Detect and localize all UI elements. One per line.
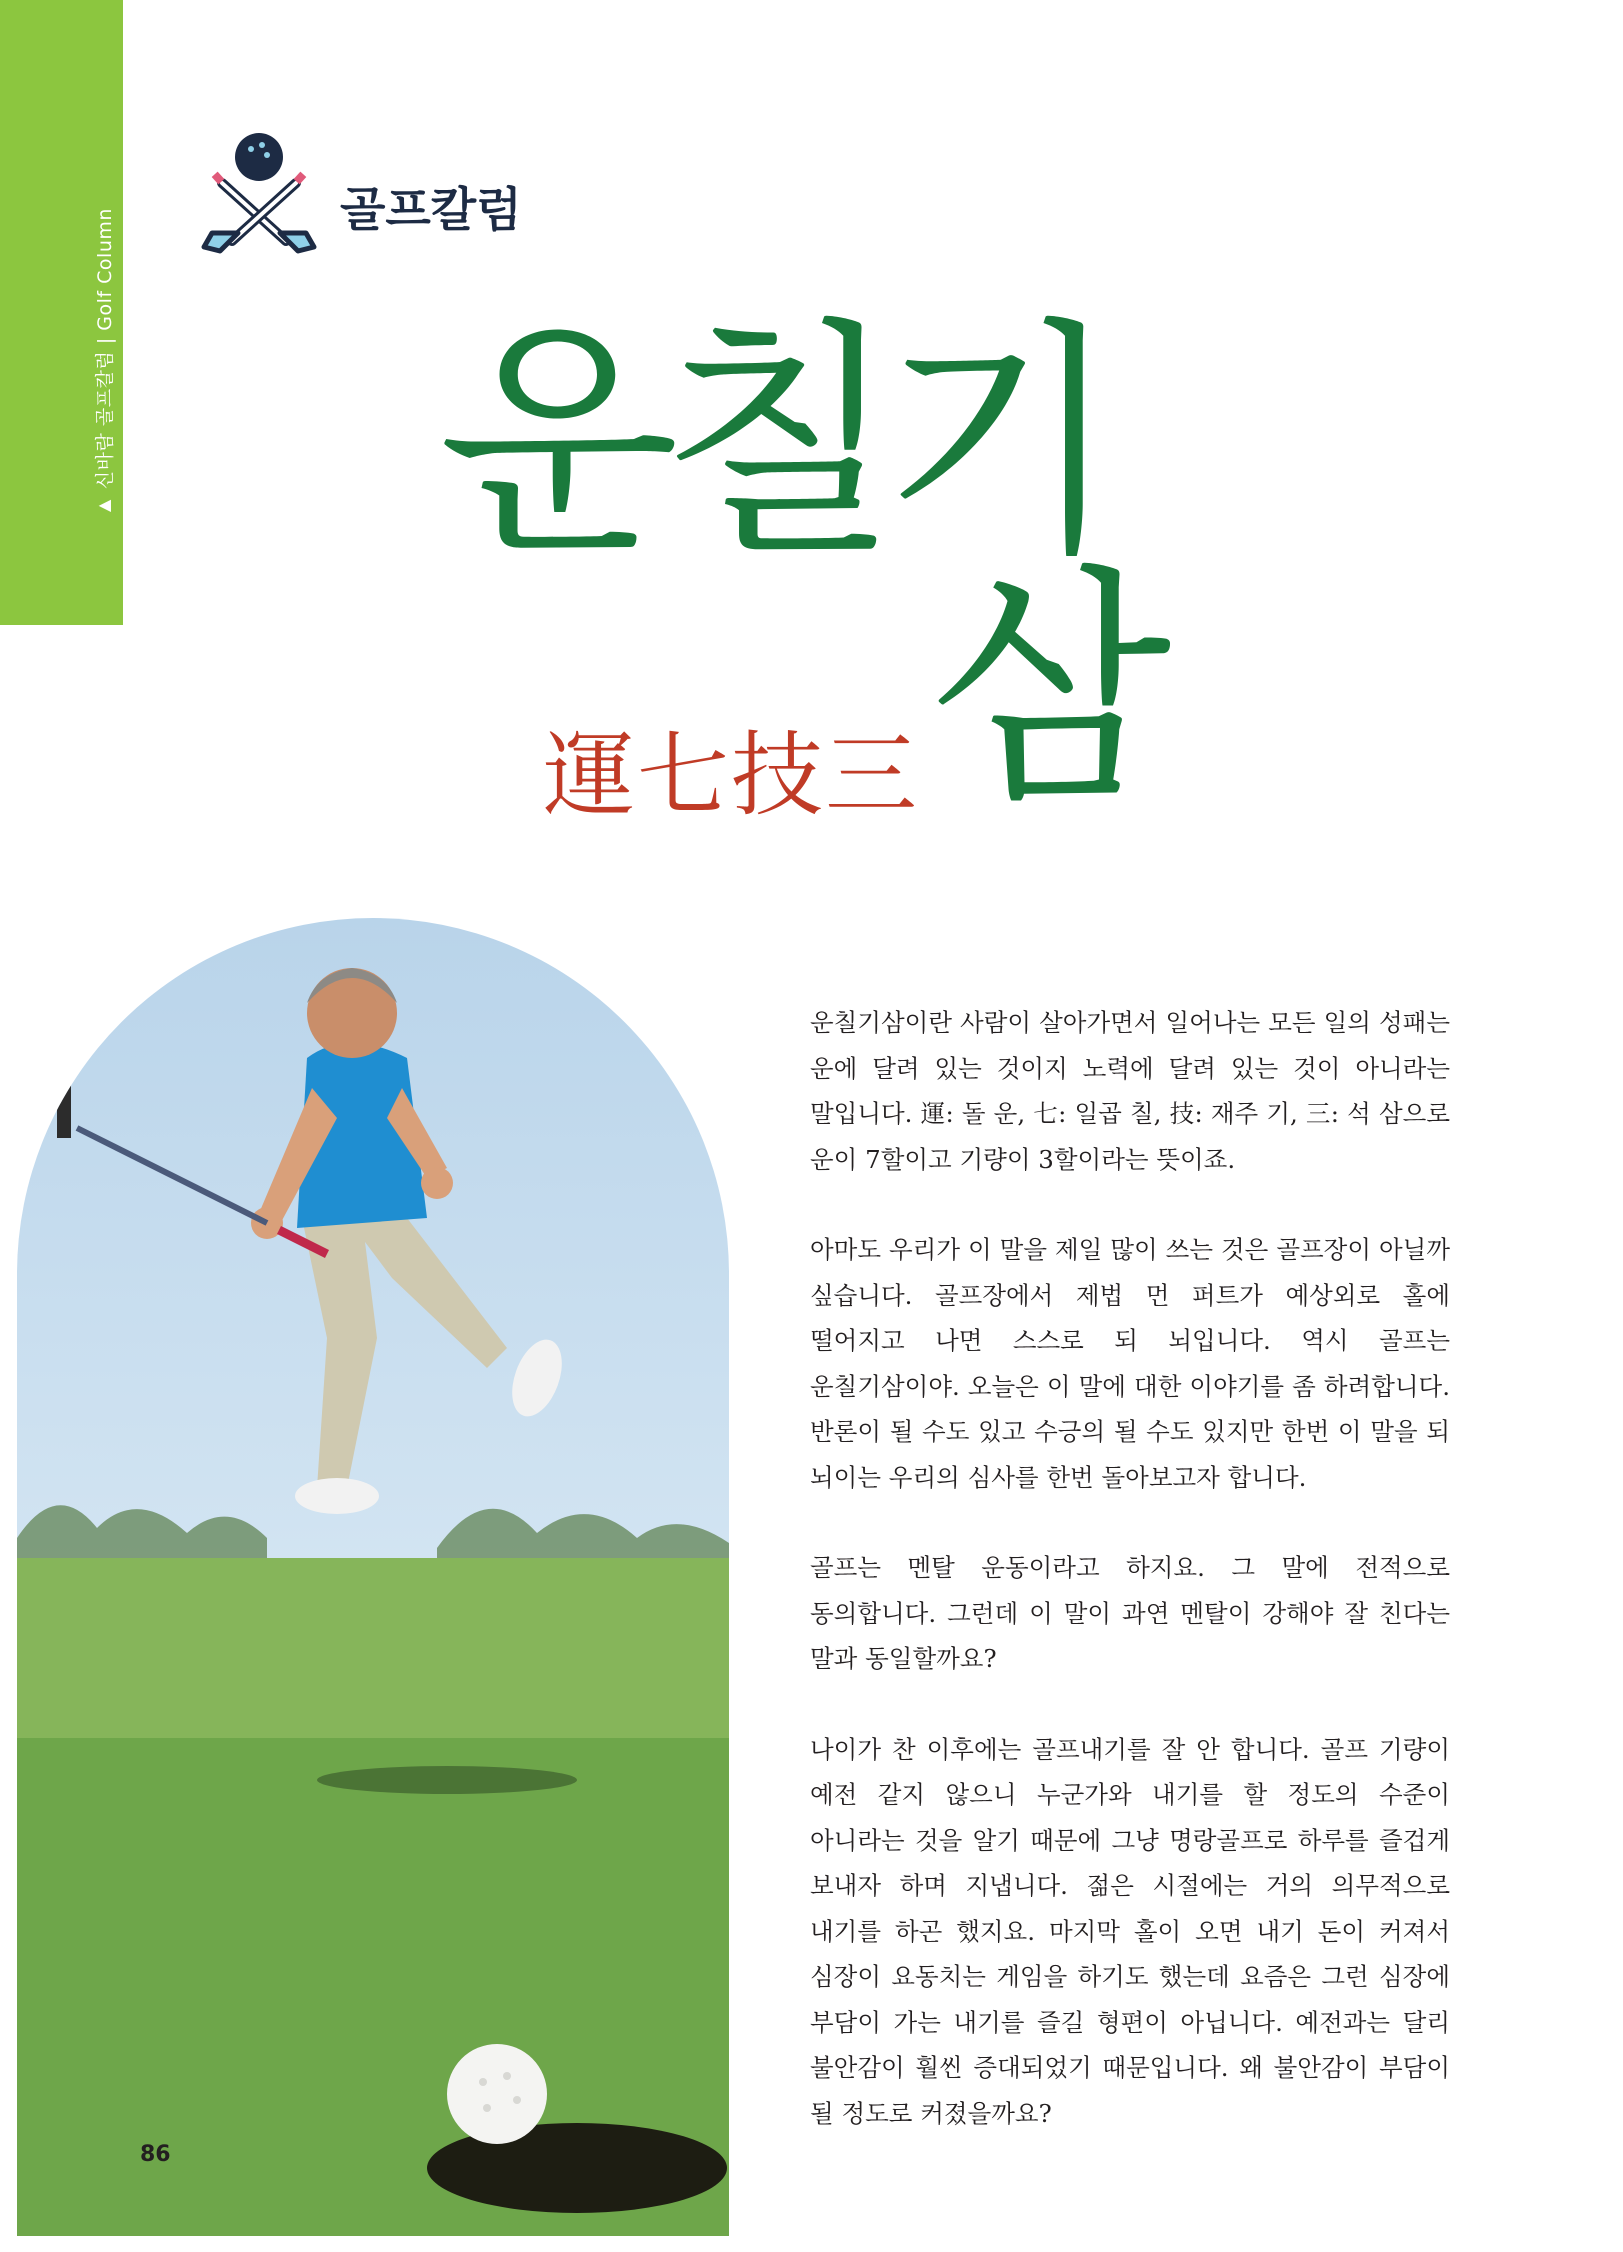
section-label-text: 신바람 골프칼럼 | Golf Column — [94, 208, 116, 490]
golf-clubs-crossed-icon — [200, 125, 318, 257]
main-title-line2: 삼 — [930, 544, 1172, 835]
paragraph: 골프는 멘탈 운동이라고 하지요. 그 말에 전적으로 동의합니다. 그런데 이 말이 과연 멘탈이 강해야 잘 친다는 말과 동일할까요? — [810, 1553, 1450, 1673]
section-label — [90, 208, 117, 512]
article-body — [810, 1000, 1450, 2181]
column-title: 골프칼럼 — [340, 182, 522, 238]
golfer-photo — [17, 918, 729, 2236]
paragraph: 운칠기삼이란 사람이 살아가면서 일어나는 모든 일의 성패는 운에 달려 있는 것이지 노력에 달려 있는 것이 아니라는 말입니다. 運: 돌 운, 七: 일곱 칠, 技: 재주 기, 三: 석 삼으로 운이 7할이고 기량이 3할이라는 뜻이죠. — [810, 1008, 1450, 1174]
main-title-line1: 운칠기 — [438, 297, 1103, 588]
page-number: 86 — [140, 2142, 171, 2167]
golfer-illustration — [17, 918, 729, 2236]
column-header — [200, 125, 522, 257]
hanja-subtitle: 運七技三 — [543, 722, 920, 829]
mountain-icon: ▲ — [94, 499, 113, 512]
paragraph: 나이가 찬 이후에는 골프내기를 잘 안 합니다. 골프 기량이 예전 같지 않으니 누군가와 내기를 할 정도의 수준이 아니라는 것을 알기 때문에 그냥 명랑골프로 하루를 즐겁게 보내자 하며 지냅니다. 젊은 시절에는 거의 의무적으로 내기를 하곤 했지요. 마지막 홀이 오면 내기 돈이 커져서 심장이 요동치는 게임을 하기도 했는데 요즘은 그런 심장에 부담이 가는 내기를 즐길 형편이 아닙니다. 예전과는 달리 불안감이 훨씬 증대되었기 때문입니다. 왜 불안감이 부담이 될 정도로 커졌을까요? — [810, 1734, 1450, 2128]
paragraph: 아마도 우리가 이 말을 제일 많이 쓰는 것은 골프장이 아닐까 싶습니다. 골프장에서 제법 먼 퍼트가 예상외로 홀에 떨어지고 나면 스스로 되 뇌입니다. 역시 골프는 운칠기삼이야. 오늘은 이 말에 대한 이야기를 좀 하려합니다. 반론이 될 수도 있고 수긍의 될 수도 있지만 한번 이 말을 되 뇌이는 우리의 심사를 한번 돌아보고자 합니다. — [810, 1235, 1450, 1492]
